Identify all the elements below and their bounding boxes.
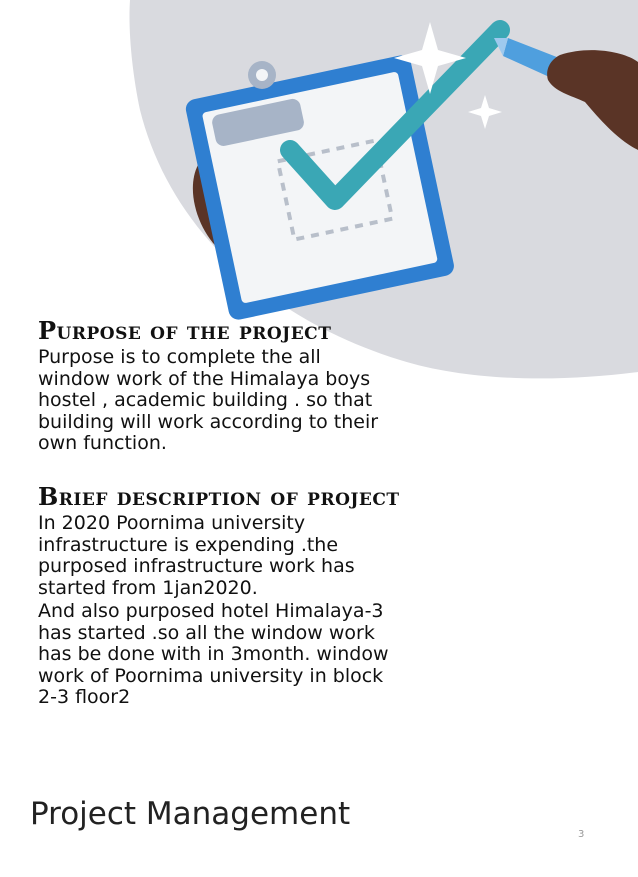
description-paragraph-2: And also purposed hotel Himalaya-3 has started .so all the window work has be done with in 3month. window work of Poornima university in block 2-3 floor2 (38, 600, 389, 708)
purpose-paragraph: Purpose is to complete the all window work of the Himalaya boys hostel , academic building . so that building will work according to their own function. (38, 346, 379, 454)
section-heading-description: Brief description of project (38, 482, 400, 511)
page-number: 3 (578, 829, 585, 840)
footer-title: Project Management (30, 796, 351, 832)
description-paragraph-1: In 2020 Poornima university infrastructure is expending .the purposed infrastructure work has started from 1jan2020. (38, 512, 355, 599)
section-heading-purpose: Purpose of the project (38, 316, 332, 345)
